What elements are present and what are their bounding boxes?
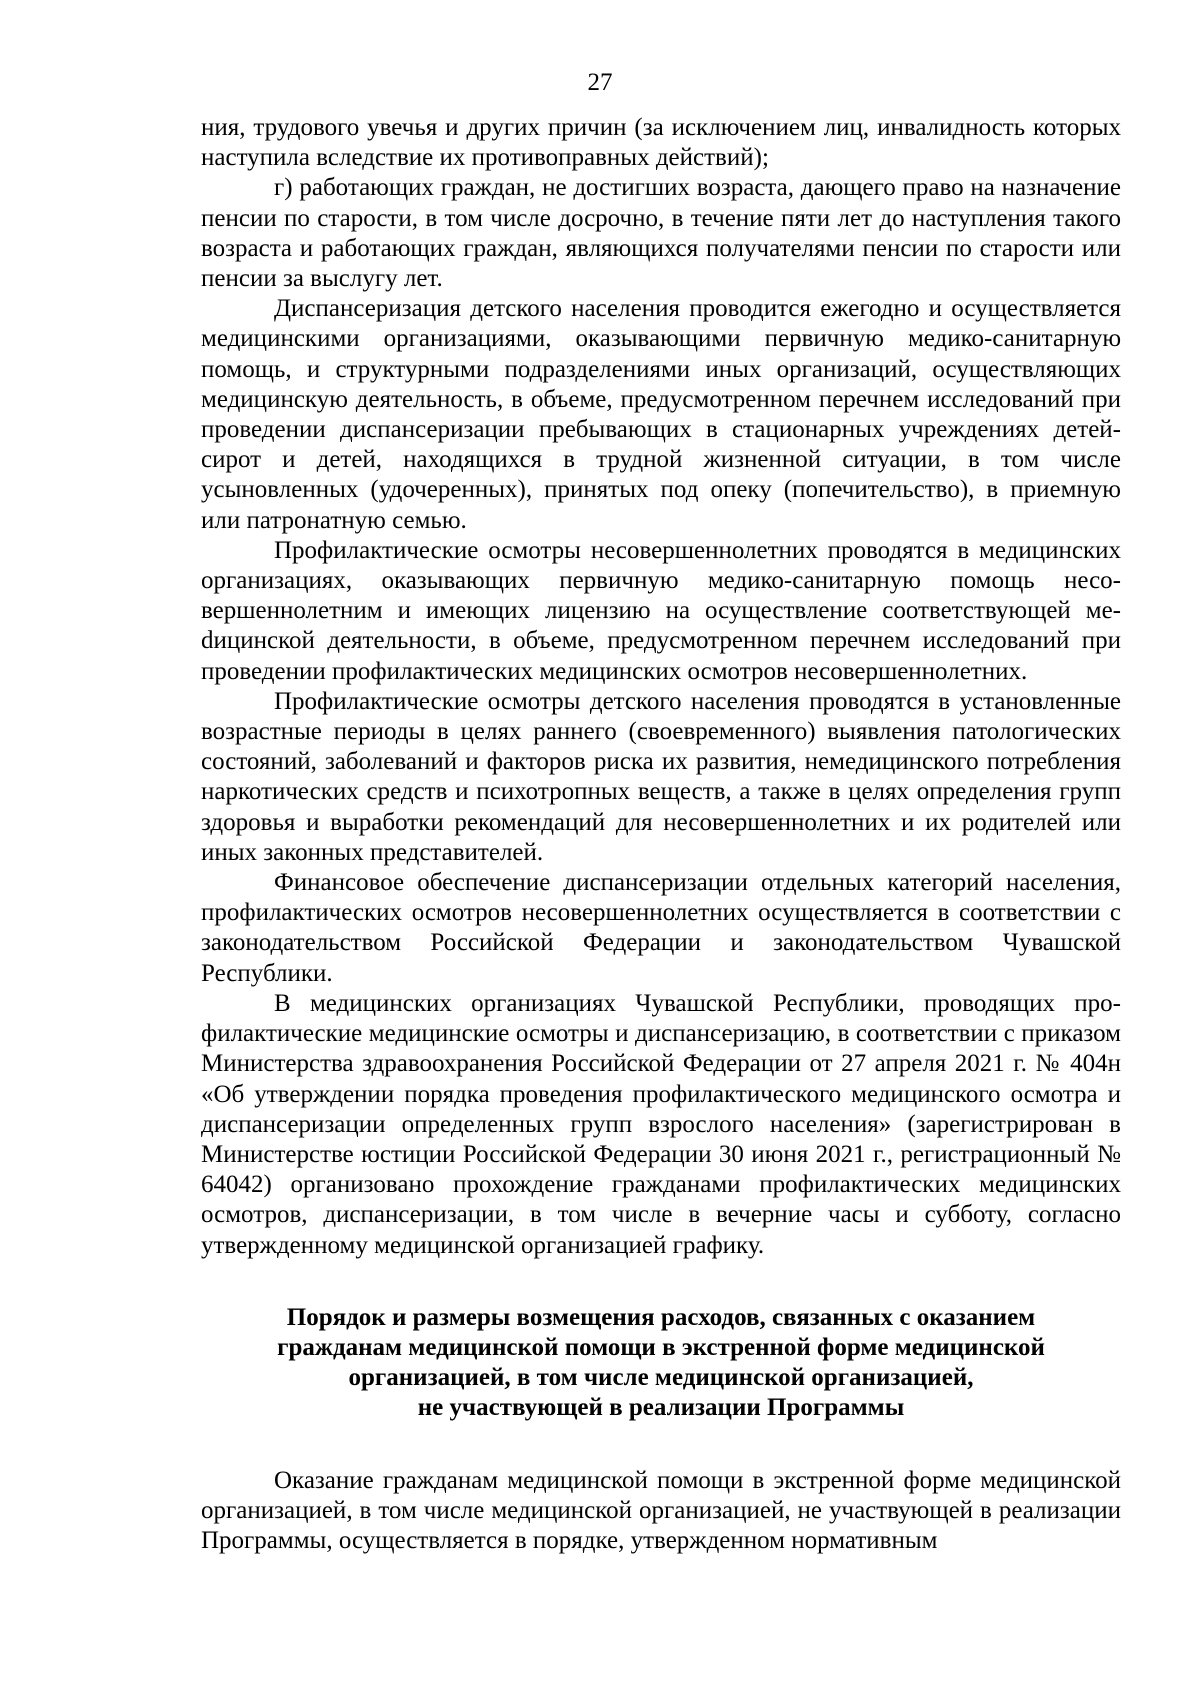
section-heading-line: организацией, в том числе медицинской организацией, [348, 1364, 974, 1392]
paragraph-child-dispensary: Диспансеризация детского населения проводится ежегодно и осуществляется медицинскими организациями, оказывающими первичную медико-санитарную помощь, и структурными подразделениями иных организаций, осуществляющих медицинскую деятельность, в объеме, предусмотренном перечнем исследований при проведении диспансеризации пребывающих в стационарных учреждениях детей-сирот и детей, находящихся в трудной жизненной ситуации, в том числе усыновленных (удочеренных), принятых под опеку (попечительство), в приемную или патронатную семью. [201, 295, 1121, 534]
paragraph-working-citizens: г) работающих граждан, не достигших возраста, дающего право на назначение пенсии по старости, в том числе досрочно, в течение пяти лет до наступления такого возраста и работающих граждан, являющихся получателями пенсии по старости или пенсии за выслугу лет. [201, 174, 1121, 293]
paragraph-continuation: ния, трудового увечья и других причин (за исключением лиц, инвалидность которых наступила вследствие их противоправных действий); [201, 114, 1121, 172]
section-heading-line: не участвующей в реализации Программы [417, 1394, 905, 1422]
document-body [201, 113, 1121, 1556]
section-heading [201, 1303, 1121, 1424]
paragraph-chuvash-organizations: В медицинских организациях Чувашской Республики, проводящих профилактические медицинские осмотры и диспансеризацию, в соответствии с приказом Министерства здравоохранения Российской Федерации от 27 апреля 2021 г. № 404н «Об утверждении порядка проведения профилактического медицинского осмотра и диспансеризации определенных групп взрослого населения» (зарегистрирован в Министерстве юстиции Российской Федерации 30 июня 2021 г., регистрационный № 64042) организовано прохождение гражданами профилактических медицинских осмотров, диспансеризации, в том числе в вечерние часы и субботу, согласно утвержденному медицинской организацией графику. [201, 989, 1121, 1259]
paragraph-minor-checkups: Профилактические осмотры несовершеннолетних проводятся в медицинских организациях, оказывающих первичную медико-санитарную помощь несовершеннолетним и имеющих лицензию на осуществление соответствующей меdицинской деятельности, в объеме, предусмотренном перечнем исследований при проведении профилактических медицинских осмотров несовершеннолетних. [201, 536, 1121, 685]
paragraph-child-checkups: Профилактические осмотры детского населения проводятся в установленные возрастные периоды в целях раннего (своевременного) выявления патологических состояний, заболеваний и факторов риска их развития, немедицинского потребления наркотических средств и психотропных веществ, а также в целях определения групп здоровья и выработки рекомендаций для несовершеннолетних и их родителей или иных законных представителей. [201, 687, 1121, 866]
section-heading-line: гражданам медицинской помощи в экстренной форме медицинской [277, 1333, 1045, 1361]
paragraph-financing: Финансовое обеспечение диспансеризации отдельных категорий населения, профилактических осмотров несовершеннолетних осуществляется в соответствии с законодательством Российской Федерации и законодательством Чувашской Республики. [201, 869, 1121, 987]
paragraph-emergency-care: Оказание гражданам медицинской помощи в экстренной форме медицинской организацией, в том числе медицинской организацией, не участвующей в реализации Программы, осуществляется в порядке, утвержденном нормативным [201, 1466, 1121, 1554]
page-number: 27 [587, 69, 613, 96]
section-heading-line: Порядок и размеры возмещения расходов, связанных с оказанием [286, 1303, 1036, 1331]
